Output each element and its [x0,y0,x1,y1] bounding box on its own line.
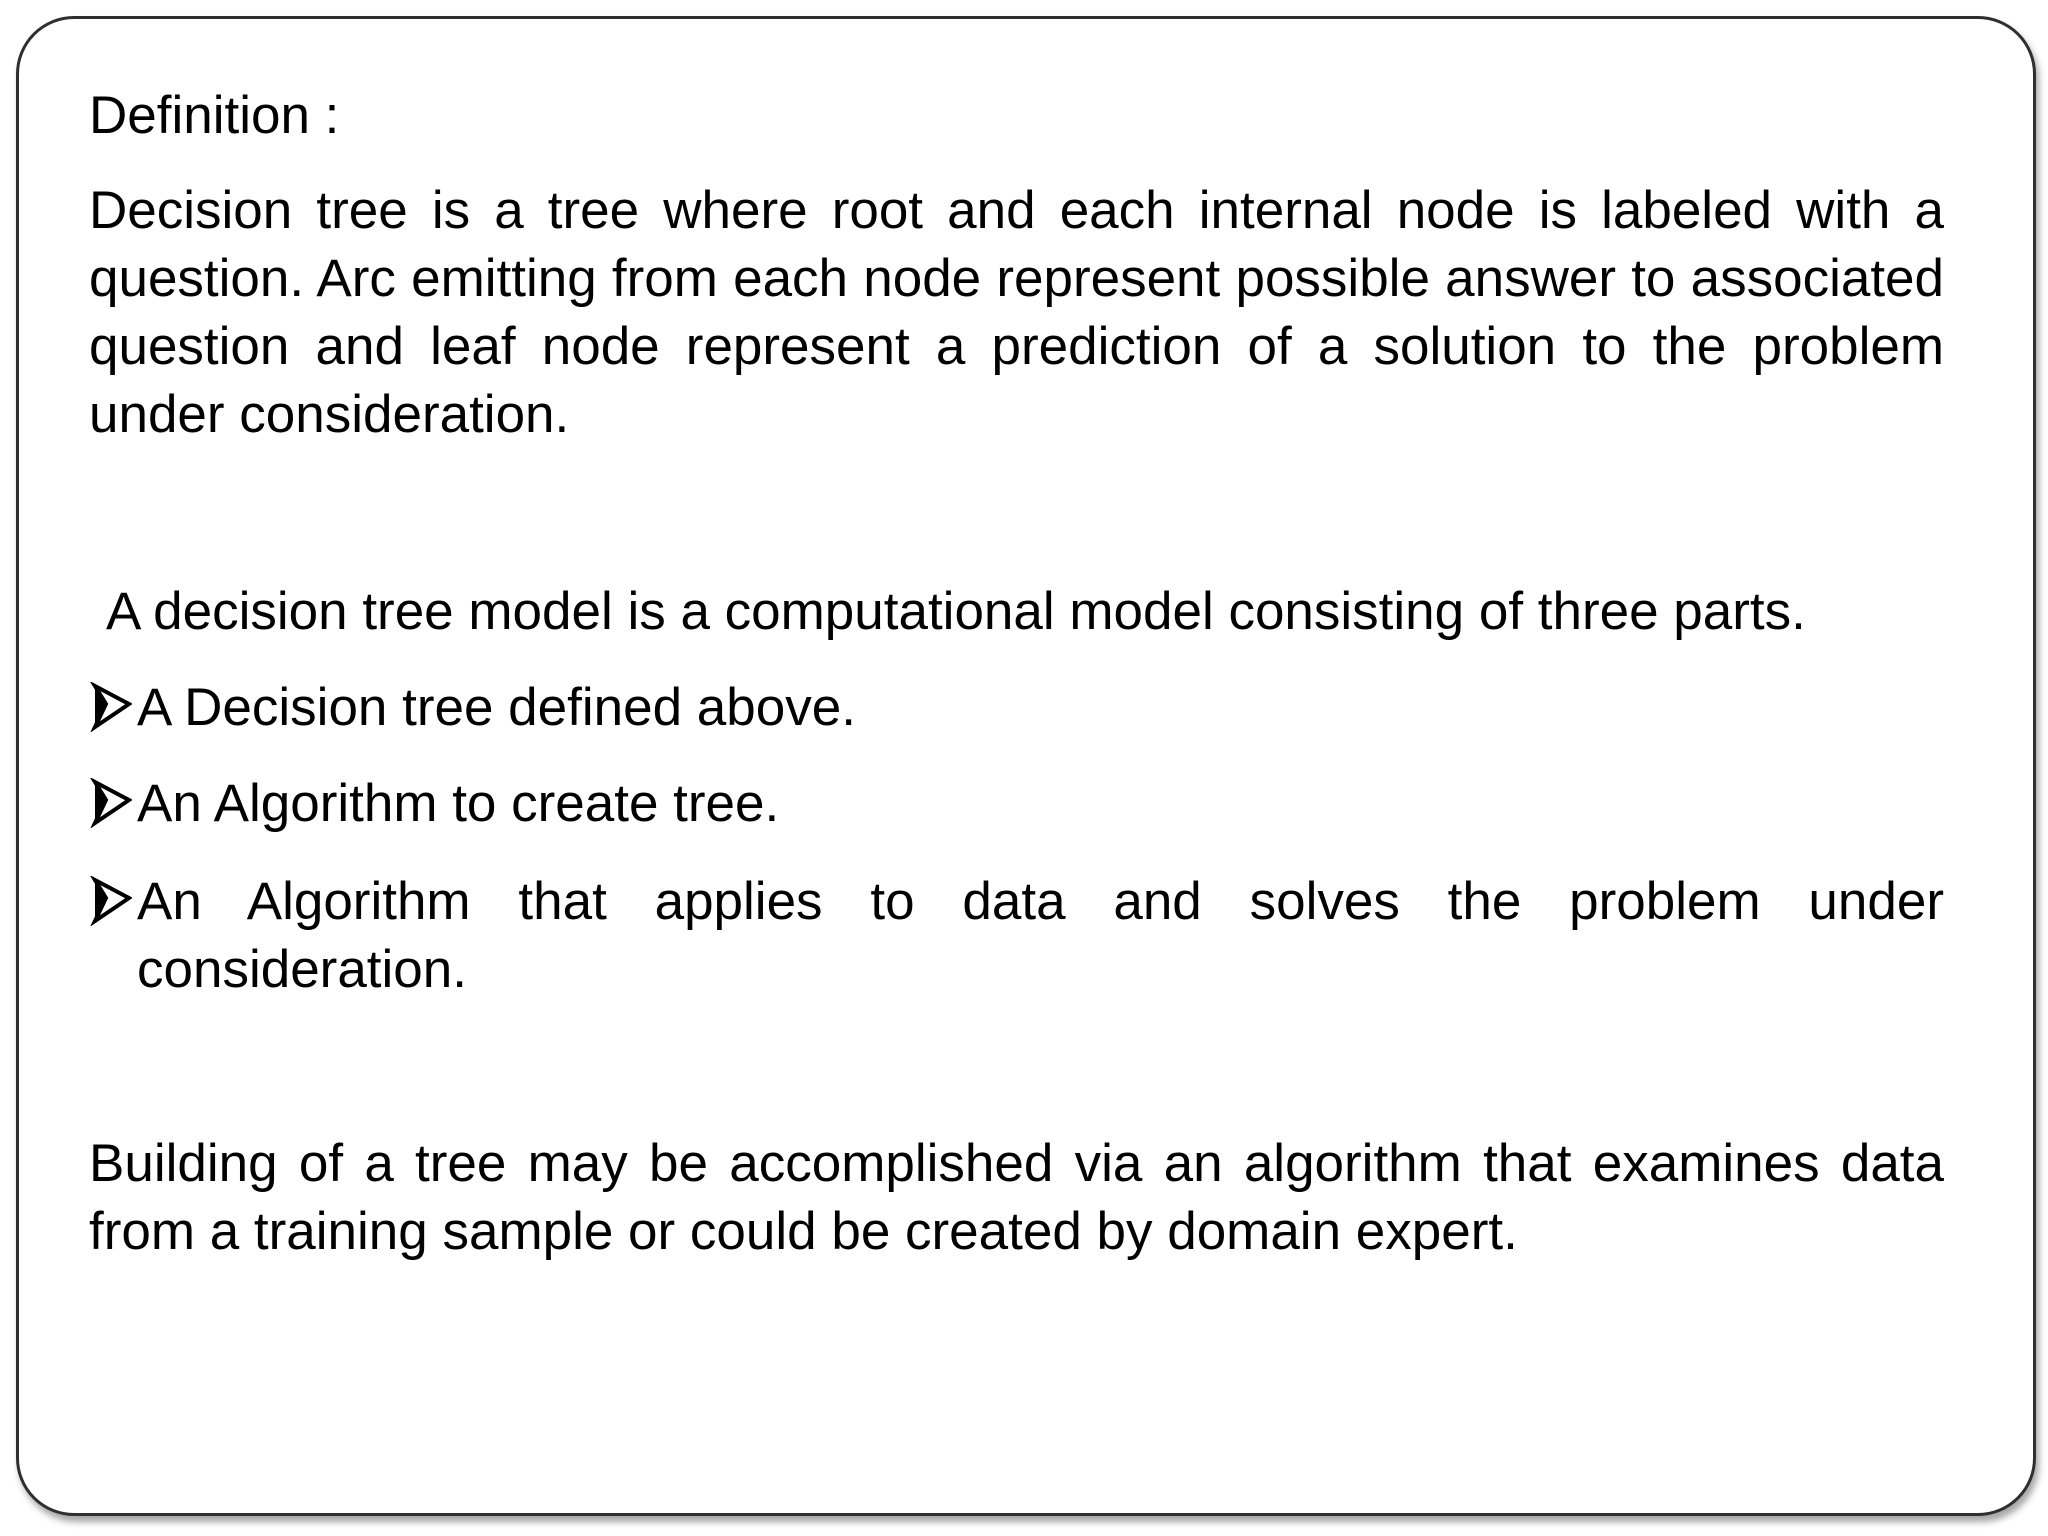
model-intro-text: A decision tree model is a computational model consisting of three parts. [106,582,1806,641]
arrowhead-bullet-icon [90,778,132,828]
building-paragraph: Building of a tree may be accomplished via an algorithm that examines data from a training sample or could be created by domain expert. [89,1134,1944,1261]
bullet-text: An Algorithm to create tree. [137,774,780,833]
bullet-text: A Decision tree defined above. [137,678,856,737]
arrowhead-bullet-icon [90,876,132,926]
bullet-text: An Algorithm that applies to data and solves the problem under consideration. [137,872,1944,999]
bullet-item-apply-algorithm [90,868,1944,1004]
definition-paragraph: Decision tree is a tree where root and each internal node is labeled with a question. Arc emitting from each node represent possible answer to associated question and leaf node represent a prediction of a solution to the problem under consideration. [89,181,1944,444]
definition-label: Definition : [89,86,340,145]
arrowhead-bullet-icon [90,682,132,732]
bullet-item-decision-tree [90,674,1944,742]
bullet-item-create-algorithm [90,770,1944,838]
